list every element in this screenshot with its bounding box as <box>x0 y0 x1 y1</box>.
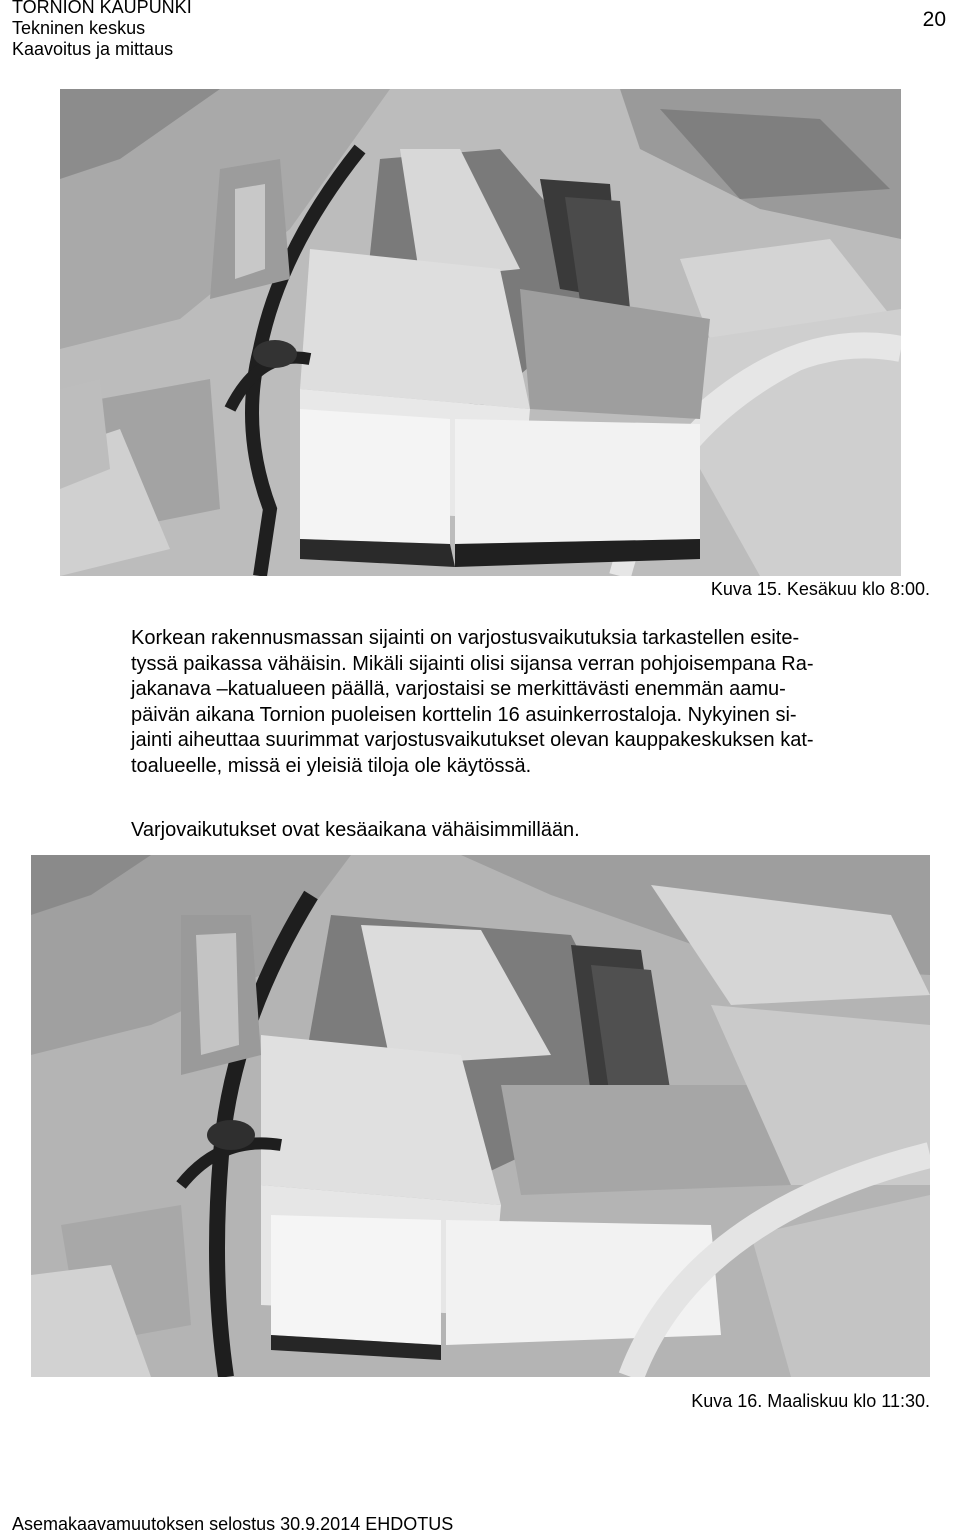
page-number: 20 <box>922 8 946 31</box>
paragraph-line: päivän aikana Tornion puoleisen korttelin 16 asuinkerrostaloja. Nykyinen si- <box>131 703 797 726</box>
paragraph-line: jainti aiheuttaa suurimmat varjostusvaikutukset olevan kauppakeskuksen kat- <box>131 729 814 751</box>
closing-sentence: Varjovaikutukset ovat kesäaikana vähäisimmillään. <box>131 819 580 841</box>
paragraph-line: Korkean rakennusmassan sijainti on varjostusvaikutuksia tarkastellen esite- <box>131 627 800 649</box>
body-paragraph <box>131 626 931 779</box>
paragraph-line: jakanava –katualueen päällä, varjostaisi se merkittävästi enemmän aamu- <box>131 678 786 700</box>
shadow-study-image-june <box>60 89 901 576</box>
shadow-study-image-march <box>31 855 930 1377</box>
figure-caption-15: Kuva 15. Kesäkuu klo 8:00. <box>710 579 930 599</box>
header-unit: Kaavoitus ja mittaus <box>12 39 174 59</box>
paragraph-line: tyssä paikassa vähäisin. Mikäli sijainti olisi sijansa verran pohjoisempana Ra- <box>131 652 814 675</box>
header-org: TORNION KAUPUNKI <box>12 0 192 17</box>
document-footer: Asemakaavamuutoksen selostus 30.9.2014 EHDOTUS <box>12 1514 454 1534</box>
paragraph-line: toalueelle, missä ei yleisiä tiloja ole käytössä. <box>131 754 532 777</box>
document-header <box>12 0 192 60</box>
figure-caption-16: Kuva 16. Maaliskuu klo 11:30. <box>691 1391 930 1411</box>
header-dept: Tekninen keskus <box>12 18 146 38</box>
